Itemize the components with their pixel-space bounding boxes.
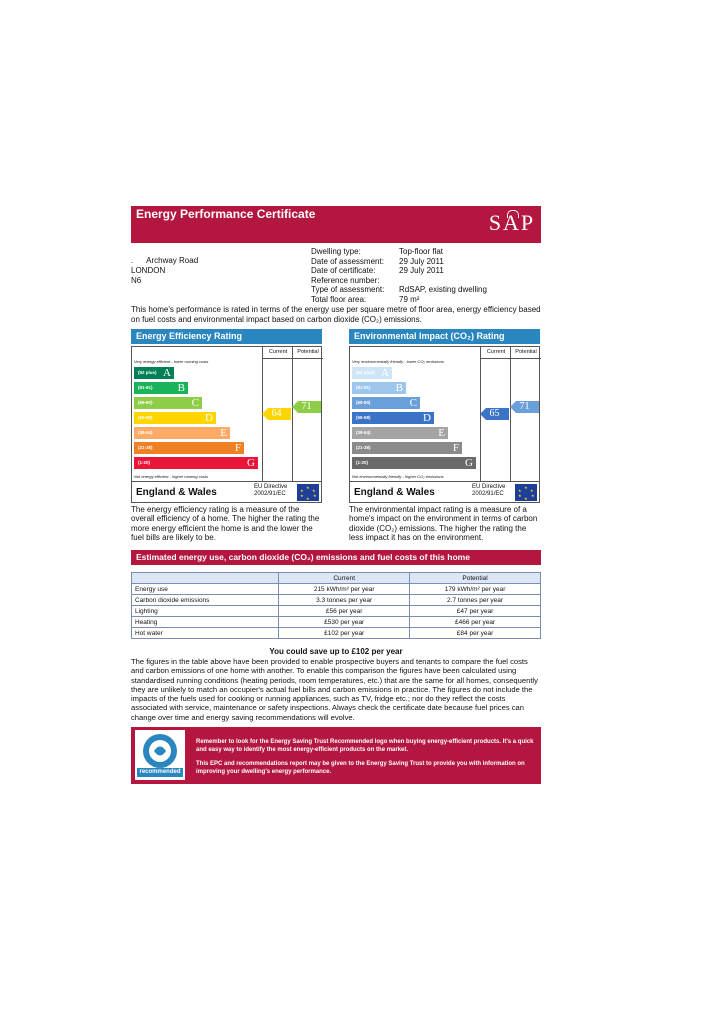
row-current: £102 per year — [279, 628, 410, 639]
rating-band-f — [352, 442, 462, 454]
detail-label: Date of assessment: — [311, 256, 384, 266]
band-range: (55-68) — [356, 415, 371, 420]
detail-label: Dwelling type: — [311, 247, 361, 256]
environmental-impact-panel — [349, 329, 540, 503]
footer-divider — [350, 481, 539, 482]
row-label: Heating — [132, 617, 279, 628]
band-letter: C — [191, 397, 199, 409]
band-letter: F — [234, 442, 241, 454]
region-label: England & Wales — [136, 487, 217, 498]
table-header-potential: Potential — [410, 573, 541, 584]
current-rating-value: 64 — [271, 408, 282, 419]
row-label: Hot water — [132, 628, 279, 639]
costs-section-title: Estimated energy use, carbon dioxide (CO₂) emissions and fuel costs of this home — [131, 550, 541, 565]
energy-saving-trust-logo — [135, 730, 185, 780]
detail-row — [311, 247, 487, 257]
band-range: (1-20) — [138, 460, 151, 465]
dwelling-details — [311, 247, 487, 305]
row-potential: £47 per year — [410, 606, 541, 617]
row-potential: 179 kWh/m² per year — [410, 584, 541, 595]
band-letter: A — [381, 367, 389, 379]
row-current: 215 kWh/m² per year — [279, 584, 410, 595]
band-range: (69-80) — [356, 400, 371, 405]
est-text-2: This EPC and recommendations report may be given to the Energy Saving Trust to provide you with information on improving your dwelling's energy performance. — [196, 761, 525, 775]
row-label: Lighting — [132, 606, 279, 617]
rating-band-b — [352, 382, 406, 394]
potential-rating-arrow — [510, 401, 539, 413]
band-letter: D — [205, 412, 213, 424]
band-range: (92 plus) — [356, 370, 375, 375]
address-line: N6 — [131, 276, 142, 285]
energy-efficiency-panel — [131, 329, 322, 503]
current-rating-value: 65 — [489, 408, 500, 419]
band-letter: A — [163, 367, 171, 379]
eu-directive — [472, 484, 514, 498]
band-letter: B — [177, 382, 185, 394]
scale-top-text: Very energy efficient - lower running costs — [134, 359, 209, 364]
row-potential: £84 per year — [410, 628, 541, 639]
rating-box — [131, 346, 322, 503]
intro-text: This home's performance is rated in terms of the energy use per square metre of floor area, energy efficiency based on fuel costs and environmental impact based on carbon dioxide (CO₂) emissions. — [131, 305, 541, 324]
band-range: (81-91) — [356, 385, 371, 390]
band-range: (1-20) — [356, 460, 369, 465]
eu-directive-text: EU Directive 2002/91/EC — [254, 484, 288, 497]
band-letter: D — [423, 412, 431, 424]
detail-row — [311, 276, 487, 286]
rating-band-g — [352, 457, 476, 469]
savings-text: You could save up to £102 per year — [269, 647, 403, 656]
sap-logo-text: SAP — [488, 210, 536, 235]
rating-band-a — [352, 367, 392, 379]
panel-title: Energy Efficiency Rating — [131, 329, 322, 344]
table-row — [132, 606, 541, 617]
rating-band-d — [352, 412, 434, 424]
band-range: (39-54) — [356, 430, 371, 435]
costs-table — [131, 572, 541, 639]
table-row — [132, 617, 541, 628]
band-range: (21-38) — [138, 445, 153, 450]
crown-icon — [507, 210, 519, 218]
current-column-header: Current — [262, 347, 293, 359]
detail-value: 29 July 2011 — [399, 266, 444, 276]
row-label: Energy use — [132, 584, 279, 595]
band-letter: F — [452, 442, 459, 454]
band-letter: G — [247, 457, 255, 469]
current-column-header: Current — [480, 347, 511, 359]
detail-value: Top-floor flat — [399, 247, 444, 256]
rating-box — [349, 346, 540, 503]
band-range: (69-80) — [138, 400, 153, 405]
detail-label: Type of assessment: — [311, 285, 385, 295]
band-letter: G — [465, 457, 473, 469]
current-rating-arrow — [480, 408, 509, 420]
figures-explanation: The figures in the table above have been provided to enable prospective buyers and tenants to compare the fuel costs and carbon emissions of one home with another. To enable this comparison the figures have been calculated using standardised running conditions (heating periods, room temperatures, etc.) that are the same for all homes, consequently they are unlikely to match an occupier's actual fuel bills and carbon emissions in practice. The figures do not include the impacts of the fuels used for cooking or running appliances, such as TV, fridge etc.; nor do they reflect the costs associated with service, maintenance or safety inspections. Always check the certificate date because fuel prices can change over time and energy saving recommendations will evolve. — [131, 657, 538, 722]
row-current: 3.3 tonnes per year — [279, 595, 410, 606]
detail-value: 29 July 2011 — [399, 256, 444, 266]
panel-title: Environmental Impact (CO₂) Rating — [349, 329, 540, 344]
row-current: £530 per year — [279, 617, 410, 628]
rating-band-g — [134, 457, 258, 469]
band-range: (21-38) — [356, 445, 371, 450]
table-header-blank — [132, 573, 279, 584]
row-potential: £466 per year — [410, 617, 541, 628]
rating-band-a — [134, 367, 174, 379]
column-divider — [292, 358, 293, 481]
eu-directive — [254, 484, 296, 498]
table-row — [132, 628, 541, 639]
table-row — [132, 595, 541, 606]
band-letter: E — [438, 427, 445, 439]
eu-flag-icon: ★ ★ ★ ★ ★ ★ — [515, 484, 537, 501]
est-logo-sub: recommended — [139, 769, 181, 775]
potential-column-header: Potential — [292, 347, 323, 359]
row-current: £56 per year — [279, 606, 410, 617]
potential-rating-arrow — [292, 401, 321, 413]
detail-row — [311, 295, 487, 305]
rating-band-d — [134, 412, 216, 424]
scale-bottom-text: Not energy efficient - higher running costs — [134, 474, 209, 479]
detail-label: Total floor area: — [311, 294, 367, 304]
sap-logo — [486, 208, 538, 240]
rating-band-e — [352, 427, 448, 439]
detail-label: Reference number: — [311, 275, 380, 285]
band-letter: B — [395, 382, 403, 394]
band-range: (55-68) — [138, 415, 153, 420]
table-header-current: Current — [279, 573, 410, 584]
detail-value: RdSAP, existing dwelling — [399, 285, 487, 295]
band-letter: E — [220, 427, 227, 439]
rating-band-c — [134, 397, 202, 409]
rating-band-e — [134, 427, 230, 439]
detail-row — [311, 266, 487, 276]
footer-divider — [132, 481, 321, 482]
scale-top-text: Very environmentally friendly - lower CO₂ emissions — [352, 359, 444, 364]
band-range: (81-91) — [138, 385, 153, 390]
row-potential: 2.7 tonnes per year — [410, 595, 541, 606]
table-header-row — [132, 573, 541, 584]
row-label: Carbon dioxide emissions — [132, 595, 279, 606]
property-address — [131, 256, 198, 286]
rating-band-f — [134, 442, 244, 454]
potential-column-header: Potential — [510, 347, 541, 359]
potential-rating-value: 71 — [519, 401, 530, 412]
band-letter: C — [409, 397, 417, 409]
address-line: LONDON — [131, 266, 166, 275]
band-range: (39-54) — [138, 430, 153, 435]
region-label: England & Wales — [354, 487, 435, 498]
band-range: (92 plus) — [138, 370, 157, 375]
rating-band-b — [134, 382, 188, 394]
est-text — [196, 738, 536, 776]
environmental-rating-description: The environmental impact rating is a measure of a home's impact on the environment in terms of carbon dioxide (CO₂) emissions. The higher the rating the less impact it has on the environment. — [349, 505, 538, 542]
rating-band-c — [352, 397, 420, 409]
eu-flag-icon: ★ ★ ★ ★ ★ ★ — [297, 484, 319, 501]
current-rating-arrow — [262, 408, 291, 420]
page-title: Energy Performance Certificate — [136, 207, 316, 221]
est-text-1: Remember to look for the Energy Saving Trust Recommended logo when buying energy-efficient products. It's a quick and easy way to identify the most energy-efficient products on the market. — [196, 739, 534, 753]
detail-value: 79 m² — [399, 294, 420, 304]
eu-directive-text: EU Directive 2002/91/EC — [472, 484, 506, 497]
energy-rating-description: The energy efficiency rating is a measure of the overall efficiency of a home. The higher the rating the more energy efficient the home is and the lower the fuel bills are likely to be. — [131, 505, 320, 542]
detail-row — [311, 257, 487, 267]
detail-label: Date of certificate: — [311, 266, 376, 276]
address-line: . Archway Road — [131, 256, 199, 265]
potential-rating-value: 71 — [301, 401, 312, 412]
table-row — [132, 584, 541, 595]
column-divider — [510, 358, 511, 481]
detail-row — [311, 285, 487, 295]
scale-bottom-text: Not environmentally friendly - higher CO₂ emissions — [352, 474, 444, 479]
